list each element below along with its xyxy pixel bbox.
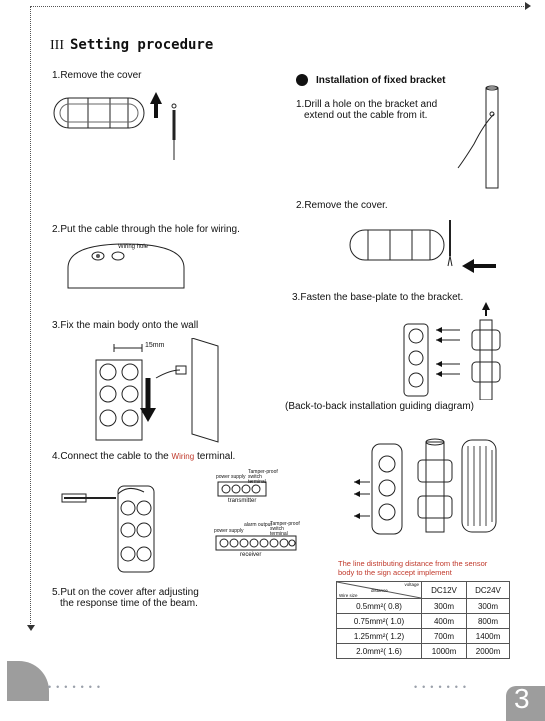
bracket-step-2: 2.Remove the cover. [296, 200, 388, 211]
row-dc12: 300m [422, 599, 467, 614]
row-dc12: 400m [422, 614, 467, 629]
step-1-text: 1.Remove the cover [52, 70, 142, 81]
row-dc12: 700m [422, 629, 467, 644]
rx-tamper-label: Tamper-proof switch terminal [270, 521, 300, 537]
corner-distance: distance [371, 588, 388, 593]
page-number: 3 [514, 683, 530, 714]
corner-voltage: voltage [404, 582, 419, 587]
step-2-text: 2.Put the cable through the hole for wiring. [52, 224, 240, 235]
dimension-label: 15mm [145, 342, 165, 349]
step-4-post: terminal. [194, 451, 236, 462]
rx-power-label: power supply [214, 528, 244, 534]
row-dc24: 2000m [467, 644, 510, 659]
step-4-pre: 4.Connect the cable to the [52, 451, 172, 462]
base-plate-illustration [396, 300, 506, 400]
row-dc24: 1400m [467, 629, 510, 644]
bracket-step-3: 3.Fasten the base-plate to the bracket. [292, 292, 464, 303]
tx-tamper-label: Tamper-proof switch terminal [248, 469, 278, 485]
bracket-remove-cover-illustration [340, 214, 510, 280]
table-corner-cell [337, 582, 422, 599]
step-5-line2: the response time of the beam. [60, 598, 198, 609]
step-4-red: Wiring [171, 452, 195, 461]
row-size: 0.75mm²( 1.0) [337, 614, 422, 629]
wall-mount-illustration [90, 338, 230, 446]
row-size: 2.0mm²( 1.6) [337, 644, 422, 659]
receiver-label: receiver [240, 552, 262, 558]
rx-alarm-label: alarm output [244, 522, 272, 528]
tx-power-label: power supply [216, 474, 246, 480]
frame-left-border [30, 6, 31, 626]
step-5-line1: 5.Put on the cover after adjusting [52, 587, 199, 598]
bracket-step-1-line1: 1.Drill a hole on the bracket and [296, 99, 438, 110]
row-size: 0.5mm²( 0.8) [337, 599, 422, 614]
footer-dots-left: ••••••• [48, 682, 106, 692]
footer-left-tab [7, 661, 49, 701]
section-title-text: Setting procedure [70, 37, 214, 53]
back-to-back-illustration [350, 436, 510, 536]
distance-table [336, 581, 510, 659]
bracket-step-1-line2: extend out the cable from it. [304, 110, 428, 121]
col-header-dc12: DC12V [422, 582, 467, 599]
footer-dots-right: ••••••• [414, 682, 472, 692]
col-header-dc24: DC24V [467, 582, 510, 599]
transmitter-label: transmitter [228, 498, 257, 504]
step-3-text: 3.Fix the main body onto the wall [52, 320, 199, 331]
section-title [50, 37, 213, 54]
table-caption-line1: The line distributing distance from the sensor [338, 559, 488, 568]
corner-wire-size: Wire size [339, 593, 358, 598]
row-dc12: 1000m [422, 644, 467, 659]
row-dc24: 300m [467, 599, 510, 614]
table-row [337, 629, 510, 644]
bracket-heading: Installation of fixed bracket [316, 75, 446, 86]
table-row [337, 614, 510, 629]
frame-arrow-right-icon [525, 2, 531, 10]
remove-cover-illustration [48, 82, 208, 162]
row-size: 1.25mm²( 1.2) [337, 629, 422, 644]
step-4-text [52, 451, 235, 463]
connect-cable-illustration [58, 480, 168, 576]
table-row [337, 599, 510, 614]
wiring-hole-label: Wiring hole [118, 244, 149, 250]
table-row [337, 644, 510, 659]
frame-top-border [30, 6, 528, 7]
section-roman: III [50, 38, 64, 53]
frame-arrow-down-icon [27, 625, 35, 631]
bracket-drill-illustration [454, 84, 514, 194]
table-caption-line2: body to the sign accept implement [338, 568, 452, 577]
guide-caption: (Back-to-back installation guiding diagram) [285, 401, 474, 412]
bullet-icon [296, 74, 308, 86]
table-header-row [337, 582, 510, 599]
row-dc24: 800m [467, 614, 510, 629]
